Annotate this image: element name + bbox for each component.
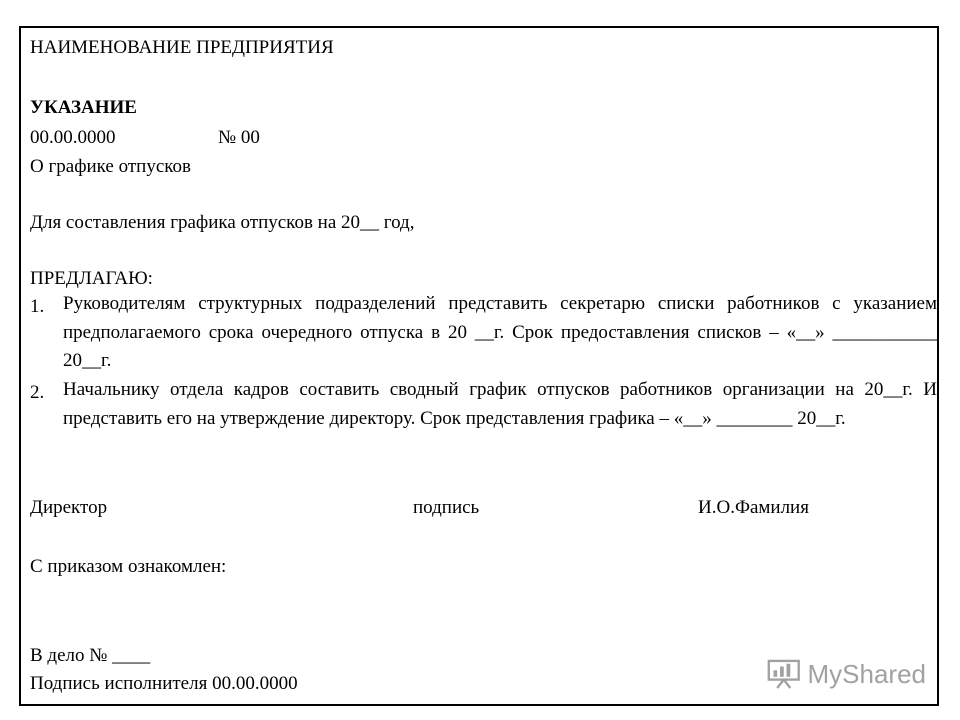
item-number: 1.	[30, 296, 45, 317]
company-name: НАИМЕНОВАНИЕ ПРЕДПРИЯТИЯ	[30, 37, 334, 58]
acknowledgement-line: С приказом ознакомлен:	[30, 556, 227, 577]
watermark-text: MyShared	[807, 658, 926, 689]
presentation-board-icon	[766, 658, 802, 690]
document-subject: О графике отпусков	[30, 156, 192, 177]
watermark	[766, 656, 926, 692]
list-item: Руководителям структурных подразделений представить секретарю списки работников с указанием предполагаемого срока очередного отпуска в 20 __г. Срок предоставления списков – «__» ___________ 20__г.	[63, 293, 937, 371]
document-type: УКАЗАНИЕ	[30, 97, 137, 118]
file-note: В дело № ____	[30, 645, 151, 666]
signature-position: Директор	[30, 497, 108, 518]
signature-placeholder: подпись	[413, 497, 480, 518]
list-item: Начальнику отдела кадров составить сводный график отпусков работников организации на 20__г. И представить его на утверждение директору. Срок представления графика – «__» ________ 20__г.	[63, 379, 937, 429]
proposal-heading: ПРЕДЛАГАЮ:	[30, 268, 153, 289]
preamble-text: Для составления графика отпусков на 20__ год,	[30, 212, 415, 233]
document-date: 00.00.0000	[30, 127, 116, 148]
signatory-name: И.О.Фамилия	[698, 497, 809, 518]
document-number: № 00	[218, 127, 260, 148]
item-number: 2.	[30, 382, 45, 403]
executor-signature: Подпись исполнителя 00.00.0000	[30, 673, 298, 694]
